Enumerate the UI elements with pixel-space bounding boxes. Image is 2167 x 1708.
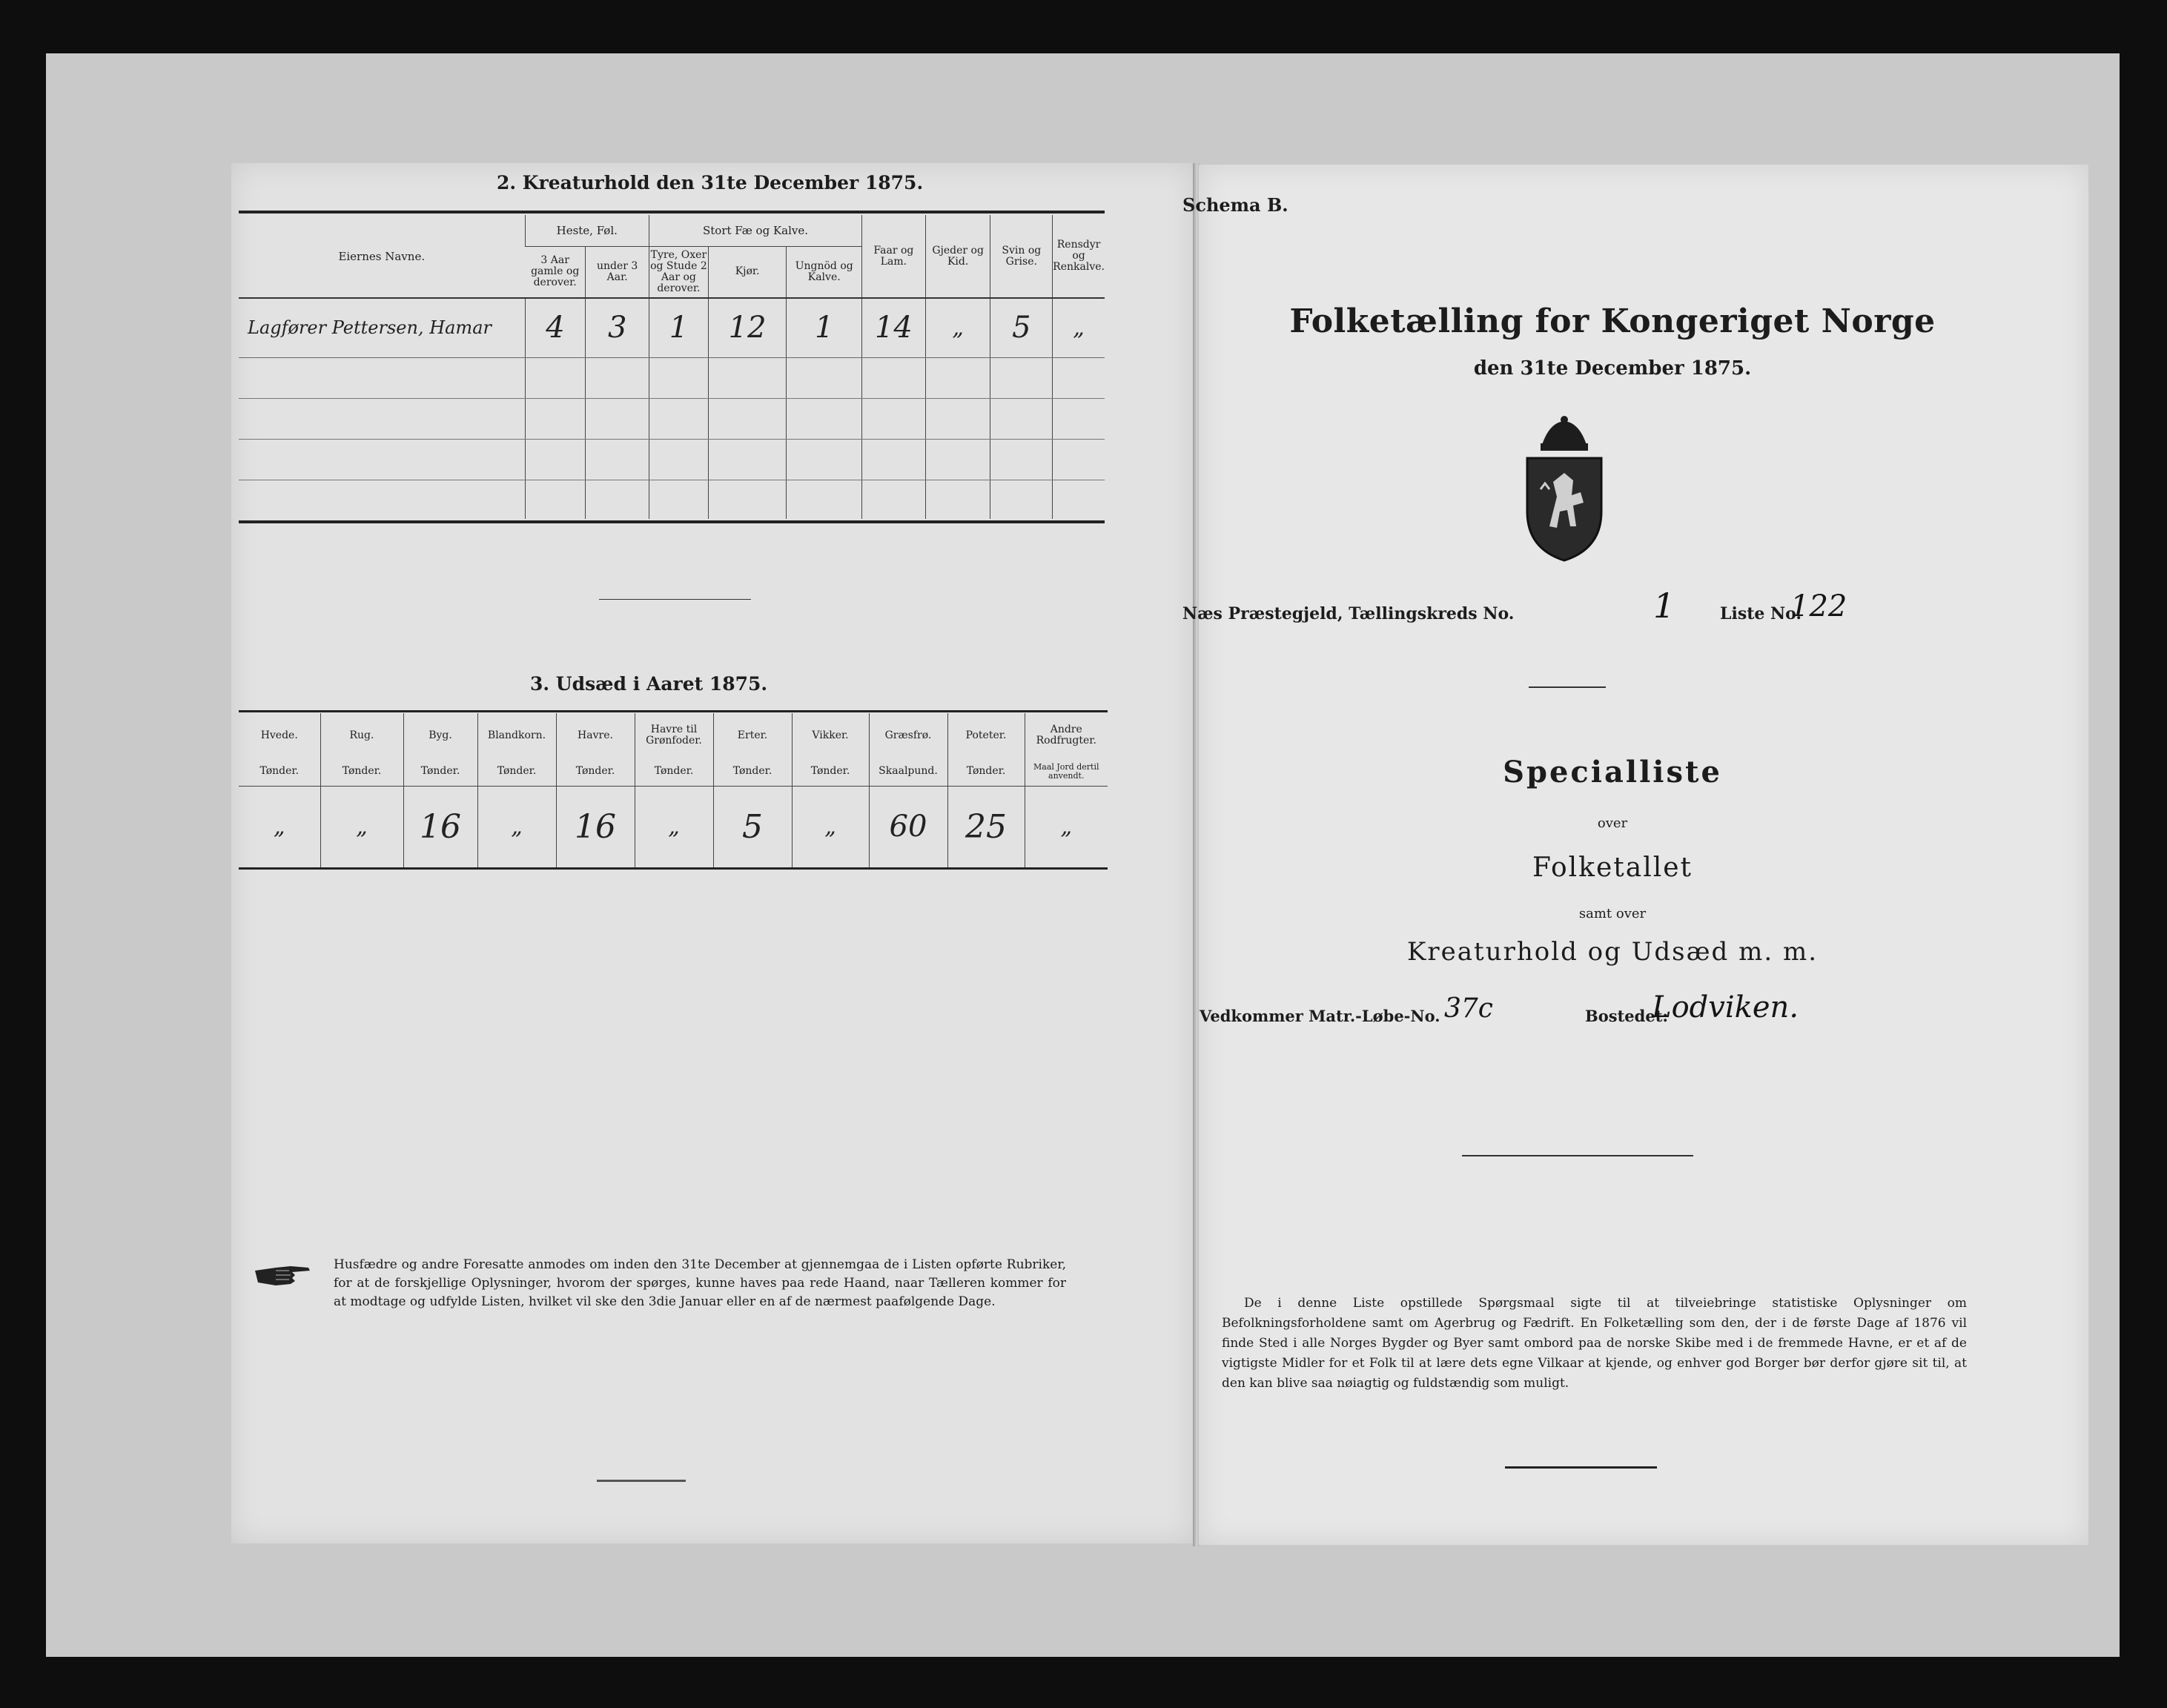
seed-header-oats: Havre. (556, 713, 635, 758)
divider (597, 1480, 686, 1482)
seed-value-peas: 5 (713, 786, 792, 867)
header-reindeer: Rensdyr og Renkalve. (1053, 215, 1105, 298)
seed-value-grass-seed: 60 (869, 786, 947, 867)
cell-calves: 1 (787, 298, 862, 357)
seed-header-green-oats: Havre til Grønfoder. (635, 713, 713, 758)
list-number: 122 (1790, 589, 1847, 623)
table-row (239, 398, 1105, 439)
seed-header-potatoes: Poteter. (947, 713, 1025, 758)
census-title: Folketælling for Kongeriget Norge (1289, 302, 1936, 340)
district-number: 1 (1653, 586, 1675, 626)
seed-value-oats: 16 (556, 786, 635, 867)
seed-unit: Tønder. (259, 765, 300, 778)
cell-sheep: 14 (862, 298, 926, 357)
header-horses-young: under 3 Aar. (586, 246, 649, 298)
seed-value-green-oats: „ (635, 786, 713, 867)
divider (1529, 686, 1606, 688)
livestock-table (239, 215, 1105, 519)
seed-bottom-rule (239, 867, 1108, 870)
cell-reindeer: „ (1053, 298, 1105, 357)
kreaturhold-text: Kreaturhold og Udsæd m. m. (1406, 937, 1818, 967)
header-pigs: Svin og Grise. (990, 215, 1053, 298)
over-text: over (1597, 815, 1628, 831)
bosted-label: Bostedet: (1585, 1007, 1669, 1025)
table-row (239, 480, 1105, 519)
seed-unit: Maal Jord dertil anvendt. (1025, 758, 1108, 786)
seed-value-wheat: „ (273, 813, 285, 840)
livestock-bottom-rule (239, 520, 1105, 523)
owner-name: Lagfører Pettersen, Hamar (239, 298, 525, 357)
specialliste-heading: Specialliste (1503, 755, 1722, 790)
seed-unit: Tønder. (635, 758, 713, 786)
seed-unit: Tønder. (713, 758, 792, 786)
pointing-hand-icon (254, 1260, 313, 1290)
cell-goats: „ (925, 298, 990, 357)
samt-over-text: samt over (1578, 906, 1647, 921)
table-row (239, 357, 1105, 398)
cell-bulls: 1 (649, 298, 709, 357)
parish-label: Næs Præstegjeld, Tællingskreds No. (1182, 604, 1515, 623)
seed-value-potatoes: 25 (947, 786, 1025, 867)
footer-text: De i denne Liste opstillede Spørgsmaal sigte til at tilveiebringe statistiske Oplysninger om Befolkningsforholdene samt om Agerbrug og Fædrift. En Folketælling som den, der i de første Dage af 1876 vil finde Sted i alle Norges Bygder og Byer samt ombord paa de norske Skibe med i de fremmede Havne, er et af de vigtigste Midler for et Folk til at lære dets egne Vilkaar at kjende, og enhver god Borger bør derfor gjøre sit til, at den kan blive saa nøiagtig og fuldstændig som muligt. (1222, 1296, 1967, 1391)
table-row (239, 439, 1105, 480)
seed-value-root-crops: „ (1025, 786, 1108, 867)
header-horses-old: 3 Aar gamle og derover. (531, 254, 580, 289)
seed-unit: Tønder. (556, 758, 635, 786)
cell-horses-young: 3 (586, 298, 649, 357)
seed-unit: Tønder. (792, 758, 869, 786)
seed-header-root-crops: Andre Rodfrugter. (1025, 713, 1108, 758)
header-owner: Eiernes Navne. (338, 249, 426, 263)
coat-of-arms-icon (1520, 415, 1609, 563)
livestock-title: 2. Kreaturhold den 31te December 1875. (497, 172, 924, 193)
table-row (239, 786, 1108, 867)
seed-table (239, 713, 1108, 867)
seed-value-mixed-grain: „ (477, 786, 556, 867)
matr-number: 37c (1444, 993, 1493, 1024)
schema-label: Schema B. (1182, 194, 1288, 216)
header-cows: Kjør. (708, 246, 787, 298)
seed-header-vetch: Vikker. (792, 713, 869, 758)
header-sheep: Faar og Lam. (862, 215, 926, 298)
seed-title: 3. Udsæd i Aaret 1875. (530, 673, 768, 695)
seed-header-grass-seed: Græsfrø. (869, 713, 947, 758)
list-label: Liste No. (1720, 604, 1802, 623)
seed-header-barley: Byg. (403, 713, 477, 758)
divider (599, 599, 751, 600)
folketallet-text: Folketallet (1532, 853, 1693, 883)
cell-pigs: 5 (990, 298, 1053, 357)
seed-header-mixed-grain: Blandkorn. (477, 713, 556, 758)
seed-value-rye: „ (320, 786, 403, 867)
cell-cows: 12 (708, 298, 787, 357)
header-bulls: Tyre, Oxer og Stude 2 Aar og derover. (649, 246, 709, 298)
header-goats: Gjeder og Kid. (925, 215, 990, 298)
census-date: den 31te December 1875. (1473, 357, 1752, 380)
header-horses: Heste, Føl. (525, 215, 649, 246)
divider (1505, 1466, 1657, 1469)
header-cattle: Stort Fæ og Kalve. (649, 215, 862, 246)
cell-horses-old: 4 (525, 298, 586, 357)
seed-value-vetch: „ (792, 786, 869, 867)
seed-unit: Tønder. (477, 758, 556, 786)
seed-unit: Skaalpund. (869, 758, 947, 786)
bosted-value: Lodviken. (1652, 990, 1799, 1025)
seed-header-peas: Erter. (713, 713, 792, 758)
notice-text: Husfædre og andre Foresatte anmodes om inden den 31te December at gjennemgaa de i Listen opførte Rubriker, for at de forskjellige Oplysninger, hvorom der spørges, kunne haves paa rede Haand, naar Tælleren kommer for at modtage og udfylde Listen, hvilket vil ske den 3die Januar eller en af de nærmest paafølgende Dage. (334, 1257, 1066, 1309)
seed-unit: Tønder. (947, 758, 1025, 786)
matr-label: Vedkommer Matr.-Løbe-No. (1200, 1007, 1440, 1025)
livestock-top-rule (239, 211, 1105, 214)
divider (1462, 1155, 1693, 1156)
seed-unit: Tønder. (320, 758, 403, 786)
seed-unit: Tønder. (403, 758, 477, 786)
seed-header-wheat: Hvede. (260, 729, 298, 741)
table-row (239, 298, 1105, 357)
header-calves: Ungnöd og Kalve. (787, 246, 862, 298)
seed-header-rye: Rug. (320, 713, 403, 758)
seed-value-barley: 16 (403, 786, 477, 867)
seed-top-rule (239, 710, 1108, 712)
